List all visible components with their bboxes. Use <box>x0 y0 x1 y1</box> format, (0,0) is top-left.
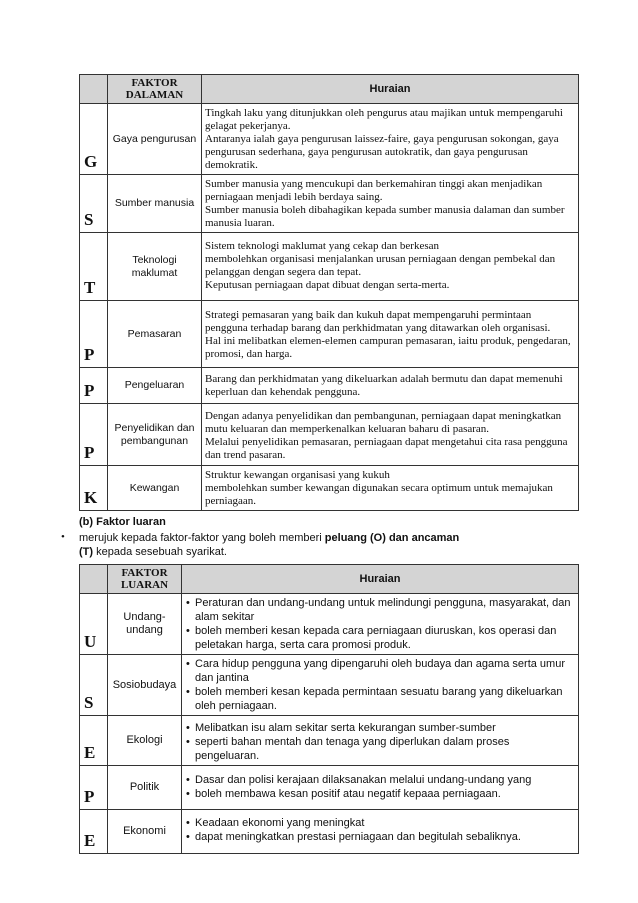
row-description <box>202 301 579 368</box>
section-b-title: (b) Faktor luaran <box>79 516 166 528</box>
description-line: Dengan adanya penyelidikan dan pembangunan, perniagaan dapat meningkatkan mutu keluaran dan memperkenalkan keluaran baharu di pasaran. <box>205 410 562 435</box>
row-factor: Ekologi <box>108 716 182 766</box>
description-line: Sumber manusia yang mencukupi dan berkemahiran tinggi akan menjadikan perniagaan menjadi lebih berdaya saing. <box>205 178 543 203</box>
table-row <box>80 716 579 766</box>
header-blank-cell <box>80 565 108 594</box>
list-item: • seperti bahan mentah dan tenaga yang diperlukan dalam proses pengeluaran. <box>195 735 575 763</box>
row-factor: Gaya pengurusan <box>108 104 202 175</box>
external-factors-table <box>79 564 579 854</box>
row-description <box>202 368 579 404</box>
row-description <box>182 716 579 766</box>
description-line: Sumber manusia boleh dibahagikan kepada sumber manusia dalaman dan sumber manusia luaran. <box>205 204 565 229</box>
description-line: Hal ini melibatkan elemen-elemen campuran pemasaran, iaitu produk, pengedaran, promosi, dan harga. <box>205 335 571 360</box>
row-description <box>182 766 579 810</box>
row-description <box>202 175 579 233</box>
bullet-icon: • <box>61 531 65 543</box>
row-letter: T <box>80 233 108 301</box>
section-b-text-plain: merujuk kepada faktor-faktor yang boleh memberi <box>79 532 325 544</box>
row-factor: Kewangan <box>108 466 202 511</box>
row-letter: S <box>80 655 108 716</box>
section-b-text-bold: (T) <box>79 546 94 558</box>
row-letter: G <box>80 104 108 175</box>
row-factor: Pemasaran <box>108 301 202 368</box>
table-header-row <box>80 75 579 104</box>
row-letter: P <box>80 766 108 810</box>
row-description <box>182 594 579 655</box>
row-description <box>182 655 579 716</box>
section-b-description <box>79 531 549 559</box>
list-item: • Cara hidup pengguna yang dipengaruhi oleh budaya dan agama serta umur dan jantina <box>195 657 575 685</box>
section-b-text-bold: peluang (O) dan ancaman <box>324 532 460 544</box>
row-factor: Penyelidikan dan pembangunan <box>108 404 202 466</box>
section-b-text-plain: kepada sesebuah syarikat. <box>93 546 227 558</box>
row-factor: Sumber manusia <box>108 175 202 233</box>
row-factor: Pengeluaran <box>108 368 202 404</box>
table-row <box>80 301 579 368</box>
description-line: Tingkah laku yang ditunjukkan oleh pengurus atau majikan untuk mempengaruhi gelagat pekerjanya. <box>205 107 563 132</box>
row-factor: Undang-undang <box>108 594 182 655</box>
list-item: • Keadaan ekonomi yang meningkat <box>195 816 575 830</box>
list-item: • Melibatkan isu alam sekitar serta kekurangan sumber-sumber <box>195 721 575 735</box>
table-row <box>80 594 579 655</box>
row-description <box>182 810 579 854</box>
row-letter: P <box>80 368 108 404</box>
list-item: • boleh memberi kesan kepada permintaan sesuatu barang yang dikeluarkan oleh perniagaan. <box>195 685 575 713</box>
row-letter: K <box>80 466 108 511</box>
row-description <box>202 104 579 175</box>
row-factor: Teknologi maklumat <box>108 233 202 301</box>
header-description: Huraian <box>202 75 579 104</box>
description-line: Melalui penyelidikan pemasaran, perniagaan dapat mengetahui cita rasa pengguna dan trend pasaran. <box>205 436 568 461</box>
header-blank-cell <box>80 75 108 104</box>
description-line: Strategi pemasaran yang baik dan kukuh dapat mempengaruhi permintaan pengguna terhadap barang dan perkhidmatan yang ditawarkan oleh organisasi. <box>205 309 551 334</box>
table-row <box>80 655 579 716</box>
table-row <box>80 810 579 854</box>
description-line: Struktur kewangan organisasi yang kukuh <box>205 469 390 481</box>
header-factor: FAKTOR LUARAN <box>108 565 182 594</box>
row-factor: Sosiobudaya <box>108 655 182 716</box>
row-factor: Ekonomi <box>108 810 182 854</box>
table-row <box>80 368 579 404</box>
description-line: Keputusan perniagaan dapat dibuat dengan serta-merta. <box>205 279 450 291</box>
description-line: membolehkan organisasi menjalankan urusan perniagaan dengan pembekal dan pelanggan dengan segera dan tepat. <box>205 253 556 278</box>
table-row <box>80 466 579 511</box>
description-line: Antaranya ialah gaya pengurusan laissez-faire, gaya pengurusan sokongan, gaya pengurusan sederhana, gaya pengurusan autokratik, dan gaya pengurusan demokratik. <box>205 133 559 171</box>
row-factor: Politik <box>108 766 182 810</box>
internal-factors-table <box>79 74 579 511</box>
table-header-row <box>80 565 579 594</box>
row-letter: U <box>80 594 108 655</box>
row-letter: E <box>80 716 108 766</box>
description-line: membolehkan sumber kewangan digunakan secara optimum untuk memajukan perniagaan. <box>205 482 553 507</box>
row-description <box>202 466 579 511</box>
header-description: Huraian <box>182 565 579 594</box>
row-letter: E <box>80 810 108 854</box>
table-row <box>80 233 579 301</box>
row-letter: P <box>80 404 108 466</box>
table-row <box>80 766 579 810</box>
table-row <box>80 104 579 175</box>
list-item: • boleh membawa kesan positif atau negatif kepaaa perniagaan. <box>195 787 575 801</box>
description-line: Sistem teknologi maklumat yang cekap dan berkesan <box>205 240 439 252</box>
row-letter: P <box>80 301 108 368</box>
row-description <box>202 233 579 301</box>
description-line: Barang dan perkhidmatan yang dikeluarkan adalah bermutu dan dapat memenuhi keperluan dan kehendak pengguna. <box>205 373 563 398</box>
list-item: • Peraturan dan undang-undang untuk melindungi pengguna, masyarakat, dan alam sekitar <box>195 596 575 624</box>
row-description <box>202 404 579 466</box>
row-letter: S <box>80 175 108 233</box>
list-item: • dapat meningkatkan prestasi perniagaan dan begitulah sebaliknya. <box>195 830 575 844</box>
list-item: • Dasar dan polisi kerajaan dilaksanakan melalui undang-undang yang <box>195 773 575 787</box>
table-row <box>80 175 579 233</box>
header-factor: FAKTOR DALAMAN <box>108 75 202 104</box>
table-row <box>80 404 579 466</box>
list-item: • boleh memberi kesan kepada cara perniagaan diuruskan, kos operasi dan peletakan harga, serta cara promosi produk. <box>195 624 575 652</box>
